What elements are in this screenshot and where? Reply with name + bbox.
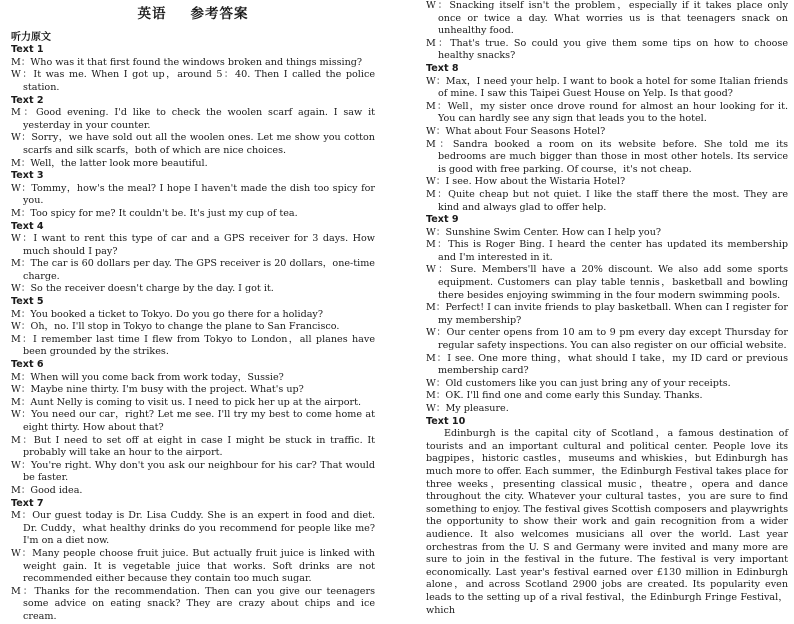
dialogue-line: W：Our center opens from 10 am to 9 pm every day except Thursday for regular safety inspections. You can also register on our official website.	[426, 327, 788, 352]
dialogue-line: W：Old customers like you can just bring any of your receipts.	[426, 377, 731, 389]
text-heading: Text 1	[11, 44, 44, 56]
dialogue-line: M：Good idea.	[11, 484, 83, 496]
dialogue-line: W：Many people choose fruit juice. But actually fruit juice is linked with weight gain. It is vegetable juice that works. Soft drinks are not recommended either because they contain too much sugar.	[11, 547, 375, 585]
dialogue-line: W：It was me. When I got up，around 5：40. Then I called the police station.	[11, 69, 375, 93]
dialogue-line: W：You're right. Why don't you ask our neighbour for his car? That would be faster.	[11, 459, 375, 484]
dialogue-line: M：Good evening. I'd like to check the woolen scarf again. I saw it yesterday in your counter.	[11, 107, 375, 131]
dialogue-line: W：What about Four Seasons Hotel?	[426, 125, 606, 137]
text-heading: Text 3	[11, 170, 44, 182]
title-answer-key: 参考答案	[190, 6, 249, 22]
left-transcript	[11, 44, 375, 623]
dialogue-line: M：When will you come back from work today，Sussie?	[11, 371, 284, 383]
text-heading: Text 2	[11, 94, 44, 106]
dialogue-line: M：Thanks for the recommendation. Then can you give our teenagers some advice on eating snack? They are crazy about chips and ice cream.	[11, 585, 375, 622]
section-heading: 听力原文	[11, 31, 51, 43]
dialogue-line: W：My pleasure.	[426, 403, 509, 414]
dialogue-line: M：Perfect! I can invite friends to play basketball. When can I register for my membership?	[426, 302, 788, 326]
dialogue-line: M：I see. One more thing，what should I take，my ID card or previous membership card?	[426, 352, 788, 377]
dialogue-line: M：Too spicy for me? It couldn't be. It's just my cup of tea.	[11, 207, 298, 219]
dialogue-line: W：Snacking itself isn't the problem，especially if it takes place only once or twice a day. What worries us is that teenagers snack on unhealthy food.	[426, 0, 788, 37]
dialogue-line: M：But I need to set off at eight in case I might be stuck in traffic. It probably will take an hour to the airport.	[11, 434, 375, 459]
text-heading: Text 10	[426, 415, 466, 427]
dialogue-line: M：This is Roger Bing. I heard the center has updated its membership and I'm interested in it.	[426, 239, 788, 263]
right-column	[426, 0, 788, 617]
title-subject: 英语	[137, 6, 167, 22]
dialogue-line: W：Sunshine Swim Center. How can I help you?	[426, 226, 662, 238]
text-heading: Text 7	[11, 497, 44, 509]
dialogue-line: W：Sorry，we have sold out all the woolen ones. Let me show you cotton scarfs and silk scarfs，both of which are nice choices.	[11, 132, 375, 156]
dialogue-line: W：Sure. Members'll have a 20% discount. We also add some sports equipment. Customers can play table tennis，basketball and bowling there besides enjoying swimming in the four modern swimming pools.	[426, 264, 788, 301]
dialogue-line: W：Max，I need your help. I want to book a hotel for some Italian friends of mine. I saw this Taipei Guest House on Yelp. Is that good?	[426, 75, 788, 100]
passage-paragraph: Edinburgh is the capital city of Scotland，a famous destination of tourists and an important cultural and political center. People love its bagpipes，historic castles，museums and whiskies，but Edinburgh has much more to offer. Each summer，the Edinburgh Festival takes place for three weeks，presenting classical music，theatre，opera and dance throughout the city. Whatever your cultural tastes，you are sure to find something to enjoy. The festival gives Scottish composers and playwrights the opportunity to show their work and gain recognition from a wider audience. It also welcomes musicians all over the world. Last year orchestras from the U. S and Germany were invited and many more are sure to join in the festival in the future. The festival is very important economically. Last year's festival earned over £130 million in Edinburgh alone，and across Scotland 2900 jobs are created. Its popularity even leads to the setting up of a rival festival，the Edinburgh Fringe Festival，which	[426, 428, 788, 616]
dialogue-line: W：You need our car，right? Let me see. I'll try my best to come home at eight thirty. How about that?	[11, 409, 375, 433]
dialogue-line: M：OK. I'll find one and come early this Sunday. Thanks.	[426, 390, 703, 402]
page-title	[11, 8, 375, 21]
dialogue-line: M：The car is 60 dollars per day. The GPS receiver is 20 dollars，one-time charge.	[11, 258, 375, 282]
dialogue-line: M：I remember last time I flew from Tokyo to London，all planes have been grounded by the strikes.	[11, 333, 375, 358]
right-transcript	[426, 0, 788, 617]
dialogue-line: W：Oh，no. I'll stop in Tokyo to change the plane to San Francisco.	[11, 321, 340, 333]
dialogue-line: M：That's true. So could you give them some tips on how to choose healthy snacks?	[426, 37, 788, 62]
dialogue-line: W：I see. How about the Wistaria Hotel?	[426, 176, 626, 188]
dialogue-line: M：Who was it that first found the windows broken and things missing?	[11, 56, 363, 68]
dialogue-line: W：So the receiver doesn't charge by the day. I got it.	[11, 283, 274, 295]
dialogue-line: M：Well，the latter look more beautiful.	[11, 157, 208, 169]
dialogue-line: M：You booked a ticket to Tokyo. Do you go there for a holiday?	[11, 308, 323, 320]
text-heading: Text 8	[426, 62, 459, 74]
text-heading: Text 6	[11, 359, 44, 371]
left-column	[11, 0, 375, 624]
text-heading: Text 9	[426, 214, 459, 226]
dialogue-line: M：Well，my sister once drove round for almost an hour looking for it. You can hardly see any sign that leads you to the hotel.	[426, 100, 788, 125]
dialogue-line: W：Maybe nine thirty. I'm busy with the project. What's up?	[11, 384, 304, 396]
dialogue-line: W：I want to rent this type of car and a GPS receiver for 3 days. How much should I pay?	[11, 233, 375, 257]
dialogue-line: M：Sandra booked a room on its website before. She told me its bedrooms are much bigger than those in most other hotels. Its service is good with free parking. Of course，it's not cheap.	[426, 138, 788, 175]
dialogue-line: M：Our guest today is Dr. Lisa Cuddy. She is an expert in food and diet. Dr. Cuddy，what healthy drinks do you recommend for people like me? I'm on a diet now.	[11, 510, 375, 547]
dialogue-line: W：Tommy，how's the meal? I hope I haven't made the dish too spicy for you.	[11, 182, 375, 207]
text-heading: Text 4	[11, 220, 44, 232]
text-heading: Text 5	[11, 296, 44, 308]
dialogue-line: M：Aunt Nelly is coming to visit us. I need to pick her up at the airport.	[11, 396, 361, 408]
dialogue-line: M：Quite cheap but not quiet. I like the staff there the most. They are kind and always glad to offer help.	[426, 188, 788, 213]
